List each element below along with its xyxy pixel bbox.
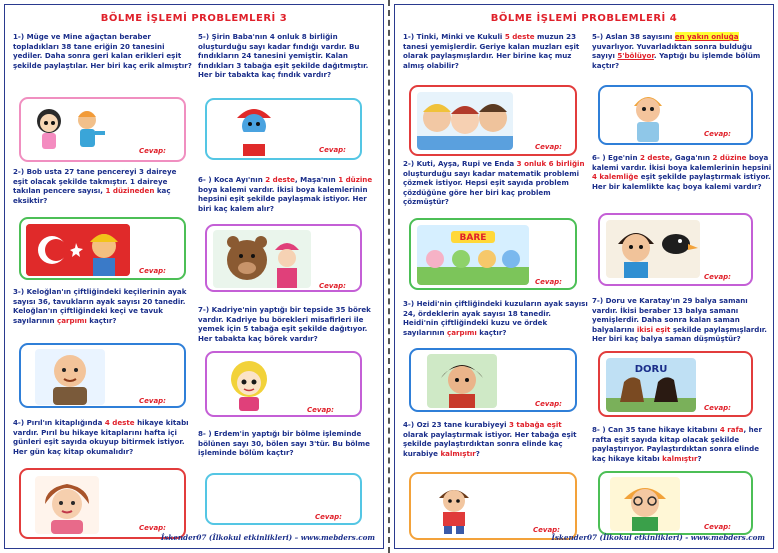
question-3: 3-) Keloğlan'ın çiftliğindeki keçilerinin ayak sayısı 36, tavukların ayak sayısı 20 tanedir. Keloğlan'ın çiftliğindeki keçi ve tavuk sayılarının çarpımı kaçtır? [13, 287, 187, 325]
cut-line [388, 0, 390, 553]
keloglan-image [35, 349, 105, 405]
answer-box-4[interactable] [19, 468, 186, 539]
answer-box-6[interactable] [598, 213, 753, 286]
answer-box-3[interactable] [19, 343, 186, 408]
question-2: 2-) Bob usta 27 tane pencereyi 3 daireye eşit olacak şekilde takmıştır. 1 daireye takılan pencere sayısı, 1 düzineden kaç eksiktir? [13, 167, 177, 205]
question-3: 3-) Heidi'nin çiftliğindeki kuzuların ayak sayısı 24, ördeklerin ayak sayısı 18 tanedir. Heidi'nin çiftliğindeki kuzu ve ördek sayılarının çarpımı kaçtır? [403, 299, 588, 337]
aslan-image [624, 90, 672, 142]
answer-box-8[interactable] [598, 471, 753, 535]
answer-box-1[interactable] [19, 97, 186, 162]
kids-group-image [417, 92, 513, 150]
turkish-flag-image [26, 224, 130, 276]
answer-label: Cevap: [307, 406, 334, 414]
answer-box-7[interactable] [598, 351, 753, 417]
can-image [610, 477, 680, 531]
question-7: 7-) Doru ve Karatay'ın 29 balya samanı vardır. İkisi beraber 13 balya samanı yemişlerdir. Daha sonra kalan saman balyalarını ikisi eşit şekilde paylaşmışlardır. Her biri kaç balya saman düşmüştür? [592, 296, 767, 344]
worksheet-title: BÖLME İŞLEMİ PROBLEMLERİ 4 [490, 13, 678, 24]
question-1: 1-) Müge ve Mine ağaçtan beraber topladıkları 38 tane eriğin 20 tanesini yediler. Daha sonra geri kalan erikleri eşit şekilde paylaştılar. Her biri kaç erik almıştır? [13, 32, 192, 70]
doru-horses-image [606, 358, 696, 412]
answer-box-3[interactable] [409, 348, 577, 412]
heidi-image [427, 354, 497, 408]
answer-label: Cevap: [533, 526, 560, 534]
answer-box-1[interactable] [409, 85, 577, 156]
footer-credit: İskender07 (İlkokul etkinlikleri) – www.mebders.com [160, 533, 375, 542]
worksheet-right [394, 4, 774, 549]
logo-text: DORU [634, 364, 668, 375]
footer-credit: İskender07 (İlkokul etkinlikleri) - www.mebders.com [551, 533, 765, 542]
kids-cartoon-image [417, 225, 529, 285]
answer-label: Cevap: [319, 146, 346, 154]
answer-box-6[interactable] [205, 224, 362, 292]
answer-label: Cevap: [704, 404, 731, 412]
answer-label: Cevap: [535, 278, 562, 286]
question-4: 4-) Pırıl'ın kitaplığında 4 deste hikaye kitabı vardır. Pırıl bu hikaye kitaplarını hafta içi günleri eşit sayıda okuyup bitirmek istiyor. Her gün kaç kitap okumalıdır? [13, 418, 189, 456]
answer-label: Cevap: [535, 143, 562, 151]
answer-box-2[interactable] [409, 218, 577, 290]
kadriye-image [221, 357, 277, 413]
question-8: 8- ) Can 35 tane hikaye kitabını 4 rafa, her rafta eşit sayıda kitap olacak şekilde paylaştırıyor. Paylaştırdıktan sonra elinde kaç hikaye kitabı kalmıştır? [592, 425, 762, 463]
characters-image [27, 105, 122, 153]
question-7: 7-) Kadriye'nin yaptığı bir tepside 35 börek vardır. Kadriye bu börekleri misafirleri ile yemek için 5 tabağa eşit şekilde dağıtıyor. Her tabakta kaç börek vardır? [198, 305, 371, 343]
ege-gaga-image [606, 220, 700, 278]
worksheet-title: BÖLME İŞLEMİ PROBLEMLERİ 3 [100, 13, 288, 24]
answer-label: Cevap: [704, 273, 731, 281]
answer-label: Cevap: [139, 147, 166, 155]
answer-label: Cevap: [139, 267, 166, 275]
answer-box-8[interactable] [205, 473, 362, 525]
question-6: 6- ) Koca Ayı'nın 2 deste, Maşa'nın 1 düzine boya kalemi vardır. İkisi boya kalemlerinin hepsini eşit şekilde paylaşmak istiyor. Her biri kaç kalem alır? [198, 175, 373, 213]
answer-box-4[interactable] [409, 472, 577, 540]
answer-box-2[interactable] [19, 217, 186, 280]
masha-bear-image [213, 230, 311, 288]
ozi-image [431, 482, 477, 534]
answer-label: Cevap: [704, 130, 731, 138]
answer-box-5[interactable] [205, 98, 362, 160]
papa-smurf-image [223, 104, 285, 156]
answer-label: Cevap: [535, 400, 562, 408]
question-6: 6- ) Ege'nin 2 deste, Gaga'nın 2 düzine boya kalemi vardır. İkisi boya kalemlerinin hepsini 4 kalemliğe eşit şekilde paylaştırmak istiyor. Her bir kalemlikte kaç boya kalemi vardır? [592, 153, 772, 191]
answer-label: Cevap: [139, 524, 166, 532]
answer-box-7[interactable] [205, 351, 362, 417]
answer-box-5[interactable] [598, 85, 753, 145]
answer-label: Cevap: [139, 397, 166, 405]
logo-text: BARE [459, 233, 487, 243]
question-2: 2-) Kuti, Ayşa, Rupi ve Enda 3 onluk 6 birliğin oluşturduğu sayı kadar matematik problemi çözmek istiyor. Hepsi eşit sayıda problem çözdüğüne göre her biri kaç problem çözmüştür? [403, 159, 585, 207]
piril-image [35, 476, 99, 534]
question-5: 5-) Şirin Baba'nın 4 onluk 8 birliğin oluşturduğu sayı kadar fındığı vardır. Bu fındıkların 24 tanesini yemiştir. Kalan fındıkları 3 tabağa eşit şekilde dağıtmıştır. Her bir tabakta kaç fındık vardır? [198, 32, 369, 80]
question-5: 5-) Aslan 38 sayısını en yakın onluğa yuvarlıyor. Yuvarladıktan sonra bulduğu sayıyı 5'bölüyor. Yaptığı bu işlemde bölüm kaçtır? [592, 32, 761, 70]
worksheet-left [4, 4, 384, 549]
answer-label: Cevap: [315, 513, 342, 521]
question-1: 1-) Tinki, Minki ve Kukuli 5 deste muzun 23 tanesi yemişlerdir. Geriye kalan muzları eşit olarak paylaşmışlardır. Her birine kaç muz almış olabilir? [403, 32, 580, 70]
answer-label: Cevap: [704, 523, 731, 531]
question-4: 4-) Ozi 23 tane kurabiyeyi 3 tabağa eşit olarak paylaştırmak istiyor. Her tabağa eşit şekilde paylaştırdıktan sonra elinde kaç kurabiye kalmıştır? [403, 420, 577, 458]
question-8: 8- ) Erdem'in yaptığı bir bölme işleminde bölünen sayı 30, bölen sayı 3'tür. Bu bölme işleminde bölüm kaçtır? [198, 429, 370, 458]
answer-label: Cevap: [319, 282, 346, 290]
